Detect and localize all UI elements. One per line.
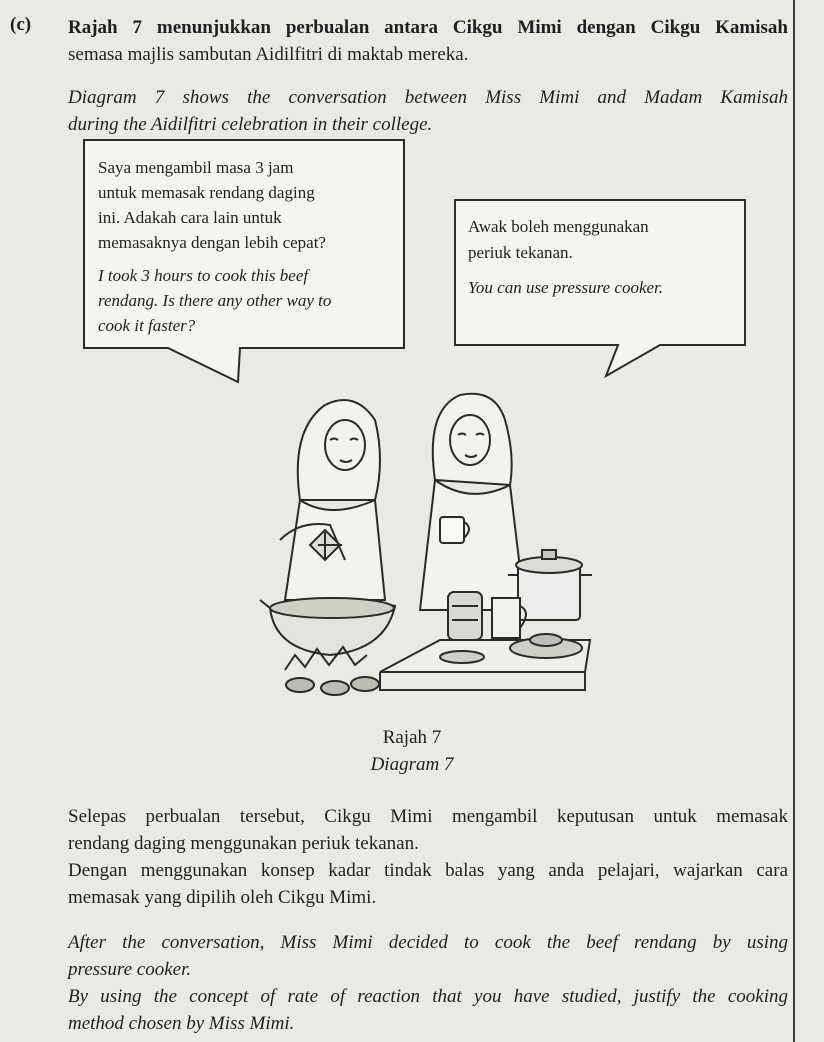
task-en-line-3: By using the concept of rate of reaction that you have studied, justify the cooking: [68, 986, 788, 1007]
intro-ms-line-1: Rajah 7 menunjukkan perbualan antara Cikgu Mimi dengan Cikgu Kamisah: [68, 17, 788, 38]
speech-left-en-line-1: I took 3 hours to cook this beef: [98, 266, 309, 285]
speech-left-ms-line-4: memasaknya dengan lebih cepat?: [98, 233, 326, 252]
task-ms-line-3: Dengan menggunakan konsep kadar tindak balas yang anda pelajari, wajarkan cara: [68, 860, 788, 881]
intro-ms-line-2: semasa majlis sambutan Aidilfitri di maktab mereka.: [68, 44, 469, 65]
speech-left-en-line-2: rendang. Is there any other way to: [98, 291, 332, 310]
woman-left-figure: [280, 400, 385, 600]
task-ms-line-2: rendang daging menggunakan periuk tekanan.: [68, 833, 419, 854]
figure-caption-en: Diagram 7: [370, 754, 454, 775]
task-ms-line-1: Selepas perbualan tersebut, Cikgu Mimi mengambil keputusan untuk memasak: [68, 806, 788, 827]
intro-en-line-1: Diagram 7 shows the conversation between Miss Mimi and Madam Kamisah: [68, 87, 788, 108]
task-ms-line-4: memasak yang dipilih oleh Cikgu Mimi.: [68, 887, 377, 908]
task-en-line-4: method chosen by Miss Mimi.: [68, 1013, 295, 1034]
task-en-line-1: After the conversation, Miss Mimi decided to cook the beef rendang by using: [68, 932, 788, 953]
question-label: (c): [10, 14, 32, 35]
speech-right-ms-line-2: periuk tekanan.: [468, 243, 573, 262]
intro-en-line-2: during the Aidilfitri celebration in their college.: [68, 114, 433, 135]
speech-left-en-line-3: cook it faster?: [98, 316, 196, 335]
speech-right-ms-line-1: Awak boleh menggunakan: [468, 217, 649, 236]
rendang-pot-on-fire: [260, 598, 395, 695]
speech-left-ms-line-2: untuk memasak rendang daging: [98, 183, 315, 202]
task-en-line-2: pressure cooker.: [68, 959, 192, 980]
speech-left-ms-line-1: Saya mengambil masa 3 jam: [98, 158, 294, 177]
woman-right-figure: [420, 394, 525, 610]
figure-caption-ms: Rajah 7: [382, 727, 442, 748]
speech-right-en-line-1: You can use pressure cooker.: [468, 278, 664, 297]
speech-left-ms-line-3: ini. Adakah cara lain untuk: [98, 208, 282, 227]
